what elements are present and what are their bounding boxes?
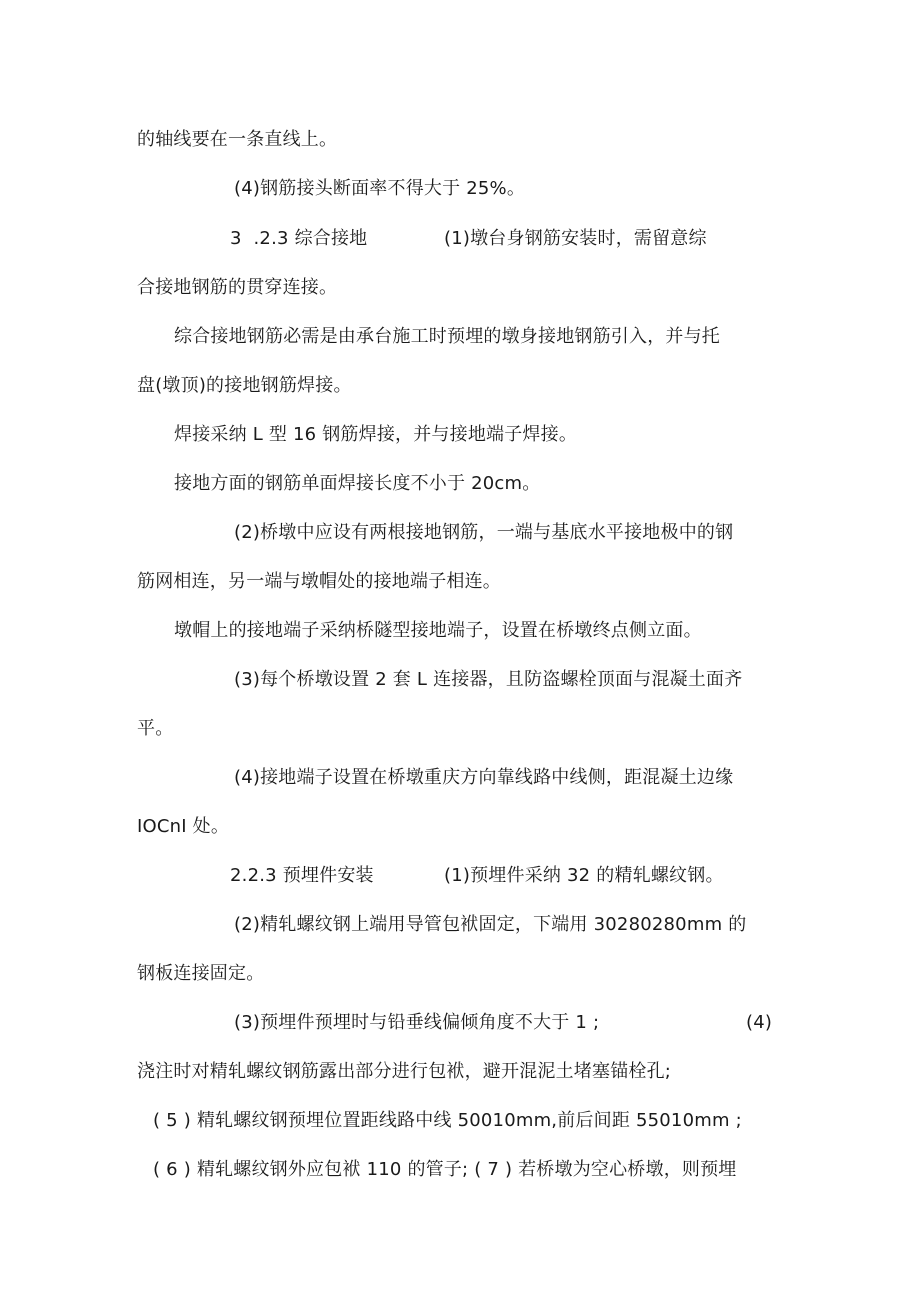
text-line (137, 374, 352, 398)
line-text: 平。 (137, 718, 174, 739)
text-line (234, 1011, 774, 1035)
section-heading-line (230, 227, 790, 251)
line-text: (4)接地端子设置在桥墩重庆方向靠线路中线侧，距混凝土边缘 (234, 767, 734, 788)
line-text: 接地方面的钢筋单面焊接长度不小于 20cm。 (174, 473, 541, 494)
text-line (174, 472, 540, 496)
text-line (174, 423, 577, 447)
line-text: (2)桥墩中应设有两根接地钢筋，一端与基底水平接地极中的钢 (234, 522, 734, 543)
line-text: 盘(墩顶)的接地钢筋焊接。 (137, 375, 352, 396)
line-text: (1)预埋件采纳 32 的精轧螺纹钢。 (444, 865, 724, 886)
text-line (234, 668, 742, 692)
section-heading: 3 .2.3 综合接地 (230, 228, 368, 249)
text-line (234, 766, 733, 790)
text-line (153, 1109, 742, 1133)
text-line (137, 570, 501, 594)
line-text: ( 6 ) 精轧螺纹钢外应包袱 110 的管子; ( 7 ) 若桥墩为空心桥墩，则预埋 (153, 1159, 737, 1180)
text-line (137, 128, 337, 152)
line-text: 墩帽上的接地端子采纳桥隧型接地端子，设置在桥墩终点侧立面。 (174, 620, 702, 641)
line-text: (4) (746, 1012, 773, 1033)
text-line (137, 962, 264, 986)
text-line (137, 1060, 671, 1084)
line-text: (4)钢筋接头断面率不得大于 25%。 (234, 178, 526, 199)
text-line (153, 1158, 737, 1182)
text-line (137, 276, 337, 300)
section-heading-line (230, 864, 790, 888)
line-text: 钢板连接固定。 (137, 963, 265, 984)
line-text: 筋网相连，另一端与墩帽处的接地端子相连。 (137, 571, 501, 592)
line-text: 焊接采纳 L 型 16 钢筋焊接，并与接地端子焊接。 (174, 424, 578, 445)
line-text: 的轴线要在一条直线上。 (137, 129, 338, 150)
text-line (174, 619, 702, 643)
line-text: (1)墩台身钢筋安装时，需留意综 (444, 228, 707, 249)
line-text: 综合接地钢筋必需是由承台施工时预埋的墩身接地钢筋引入，并与托 (174, 326, 720, 347)
text-line (234, 913, 746, 937)
line-text: (3)每个桥墩设置 2 套 L 连接器，且防盗螺栓顶面与混凝土面齐 (234, 669, 743, 690)
text-line (174, 325, 720, 349)
line-text: ( 5 ) 精轧螺纹钢预埋位置距线路中线 50010mm,前后间距 55010mm ; (153, 1110, 742, 1131)
text-line (234, 521, 733, 545)
line-text: (2)精轧螺纹钢上端用导管包袱固定，下端用 30280280mm 的 (234, 914, 747, 935)
line-text: IOCnI 处。 (137, 816, 230, 837)
line-text: (3)预埋件预埋时与铅垂线偏倾角度不大于 1 ; (234, 1012, 600, 1033)
line-text: 浇注时对精轧螺纹钢筋露出部分进行包袱，避开混泥土堵塞锚栓孔; (137, 1061, 672, 1082)
section-heading: 2.2.3 预埋件安装 (230, 865, 374, 886)
text-line (234, 177, 525, 201)
line-text: 合接地钢筋的贯穿连接。 (137, 277, 338, 298)
text-line (137, 815, 229, 839)
text-line (137, 717, 173, 741)
